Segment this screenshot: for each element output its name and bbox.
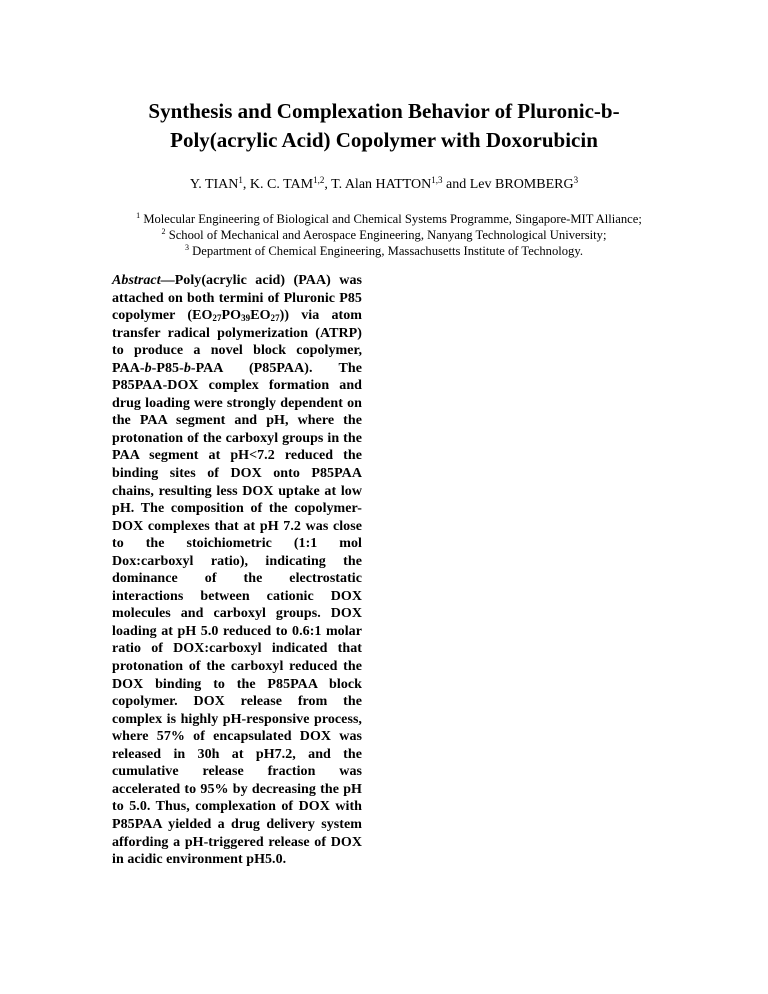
abstract-dash: — [160,273,175,288]
author-affiliation-mark: 1,2 [313,175,325,185]
affiliation-mark: 3 [185,243,189,252]
abstract-text: EO [250,308,271,324]
author-affiliation-mark: 1,3 [431,175,443,185]
affiliation-list [0,211,768,259]
abstract-text: -PAA (P85PAA). The P85PAA-DOX complex formation and drug loading were strongly dependent on the PAA segment and pH, where the protonation of the carboxyl groups in the PAA segment at pH<7.2 reduced the binding sites of DOX onto P85PAA chains, resulting less DOX uptake at low pH. The composition of the copolymer-DOX complexes that at pH 7.2 was close to the stoichiometric (1:1 mol Dox:carboxyl ratio), indicating the dominance of the electrostatic interactions between cationic DOX molecules and carboxyl groups. DOX loading at pH 5.0 reduced to 0.6:1 molar ratio of DOX:carboxyl indicated that protonation of the carboxyl reduced the DOX binding to the P85PAA block copolymer. DOX release from the complex is highly pH-responsive process, where 57% of encapsulated DOX was released in 30h at pH7.2, and the cumulative release fraction was accelerated to 95% by decreasing the pH to 5.0. Thus, complexation of DOX with P85PAA yielded a drug delivery system affording a pH-triggered release of DOX in acidic environment pH5.0. [112,360,362,868]
subscript: 27 [270,313,280,324]
author-affiliation-mark: 3 [573,175,579,185]
author-name: T. Alan HATTON [331,177,432,192]
subscript: 27 [212,313,222,324]
author-name: Y. TIAN [189,177,239,192]
author-list: Y. TIAN$^1$, K. C. TAM$^{1,2}$, T. Alan HATTON$^{1,3}$ and Lev BROMBERG$^3$ [189,175,579,192]
italic-b: b [144,360,152,376]
author-affiliation-mark: 1 [238,175,243,185]
affiliation-mark: 1 [136,211,141,220]
subscript: 39 [241,313,251,324]
abstract-text: PO [221,308,242,324]
affiliation-text: Department of Chemical Engineering, Massachusetts Institute of Technology. [192,244,583,258]
affiliation-item [0,227,768,243]
affiliation-item [10,211,768,227]
author-name: Lev BROMBERG [469,177,574,192]
abstract-text: Poly(acrylic acid) (PAA) was attached on both termini of Pluronic P85 copolymer (EO [112,273,362,324]
title-line-2: Poly(acrylic Acid) Copolymer with Doxorubicin [170,128,598,152]
affiliation-text: Molecular Engineering of Biological and Chemical Systems Programme, Singapore-MIT Alliance; [143,212,642,226]
affiliation-mark: 2 [161,227,166,236]
abstract-paragraph [112,272,362,869]
author-name: K. C. TAM [249,177,314,192]
abstract-text: )) via atom transfer radical polymerization (ATRP) to produce a novel block copolymer, PAA- [112,308,362,376]
abstract-text: -P85- [151,360,184,376]
abstract-label: Abstract [112,273,161,288]
italic-b: b [183,360,191,376]
title-line-1: Synthesis and Complexation Behavior of Pluronic-b- [148,99,620,123]
paper-title [0,97,768,155]
affiliation-item [0,243,768,259]
affiliation-text: School of Mechanical and Aerospace Engineering, Nanyang Technological University; [168,228,607,242]
